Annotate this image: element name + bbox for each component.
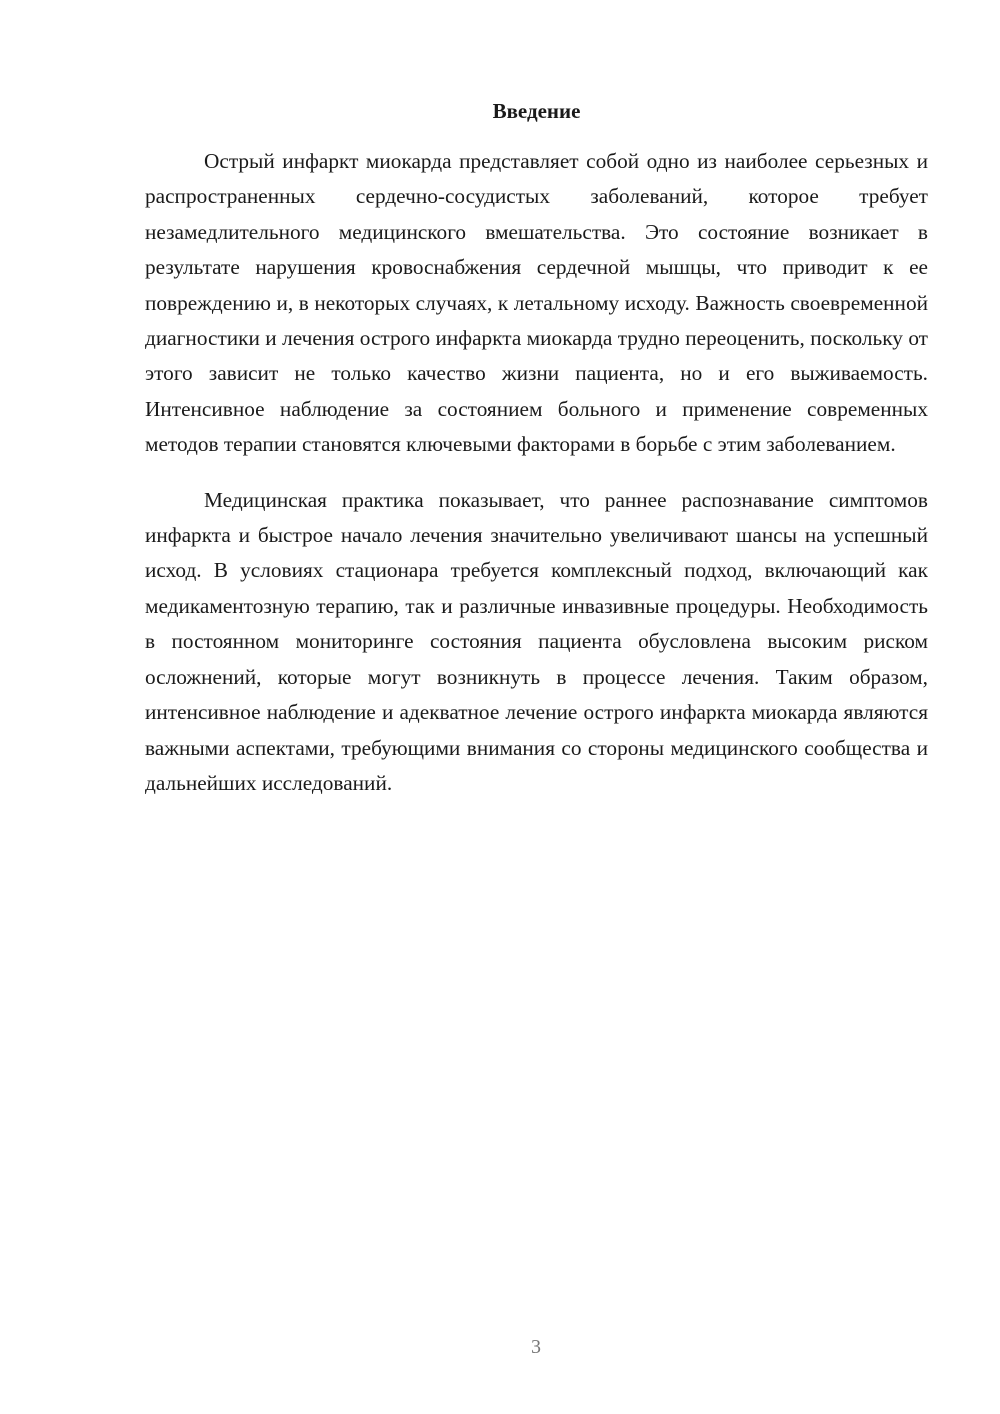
page-number: 3 [531,1336,541,1358]
paragraph-2: Медицинская практика показывает, что раннее распознавание симптомов инфаркта и быстрое начало лечения значительно увеличивают шансы на успешный исход. В условиях стационара требуется комплексный подход, включающий как медикаментозную терапию, так и различные инвазивные процедуры. Необходимость в постоянном мониторинге состояния пациента обусловлена высоким риском осложнений, которые могут возникнуть в процессе лечения. Таким образом, интенсивное наблюдение и адекватное лечение острого инфаркта миокарда являются важными аспектами, требующими внимания со стороны медицинского сообщества и дальнейших исследований. [145,487,928,795]
section-heading: Введение [492,99,581,123]
body-text [145,144,928,801]
paragraph-1: Острый инфаркт миокарда представляет собой одно из наиболее серьезных и распространенных сердечно-сосудистых заболеваний, которое требует незамедлительного медицинского вмешательства. Это состояние возникает в результате нарушения кровоснабжения сердечной мышцы, что приводит к ее повреждению и, в некоторых случаях, к летальному исходу. Важность своевременной диагностики и лечения острого инфаркта миокарда трудно переоценить, поскольку от этого зависит не только качество жизни пациента, но и его выживаемость. Интенсивное наблюдение за состоянием больного и применение современных методов терапии становятся ключевыми факторами в борьбе с этим заболеванием. [145,149,928,457]
